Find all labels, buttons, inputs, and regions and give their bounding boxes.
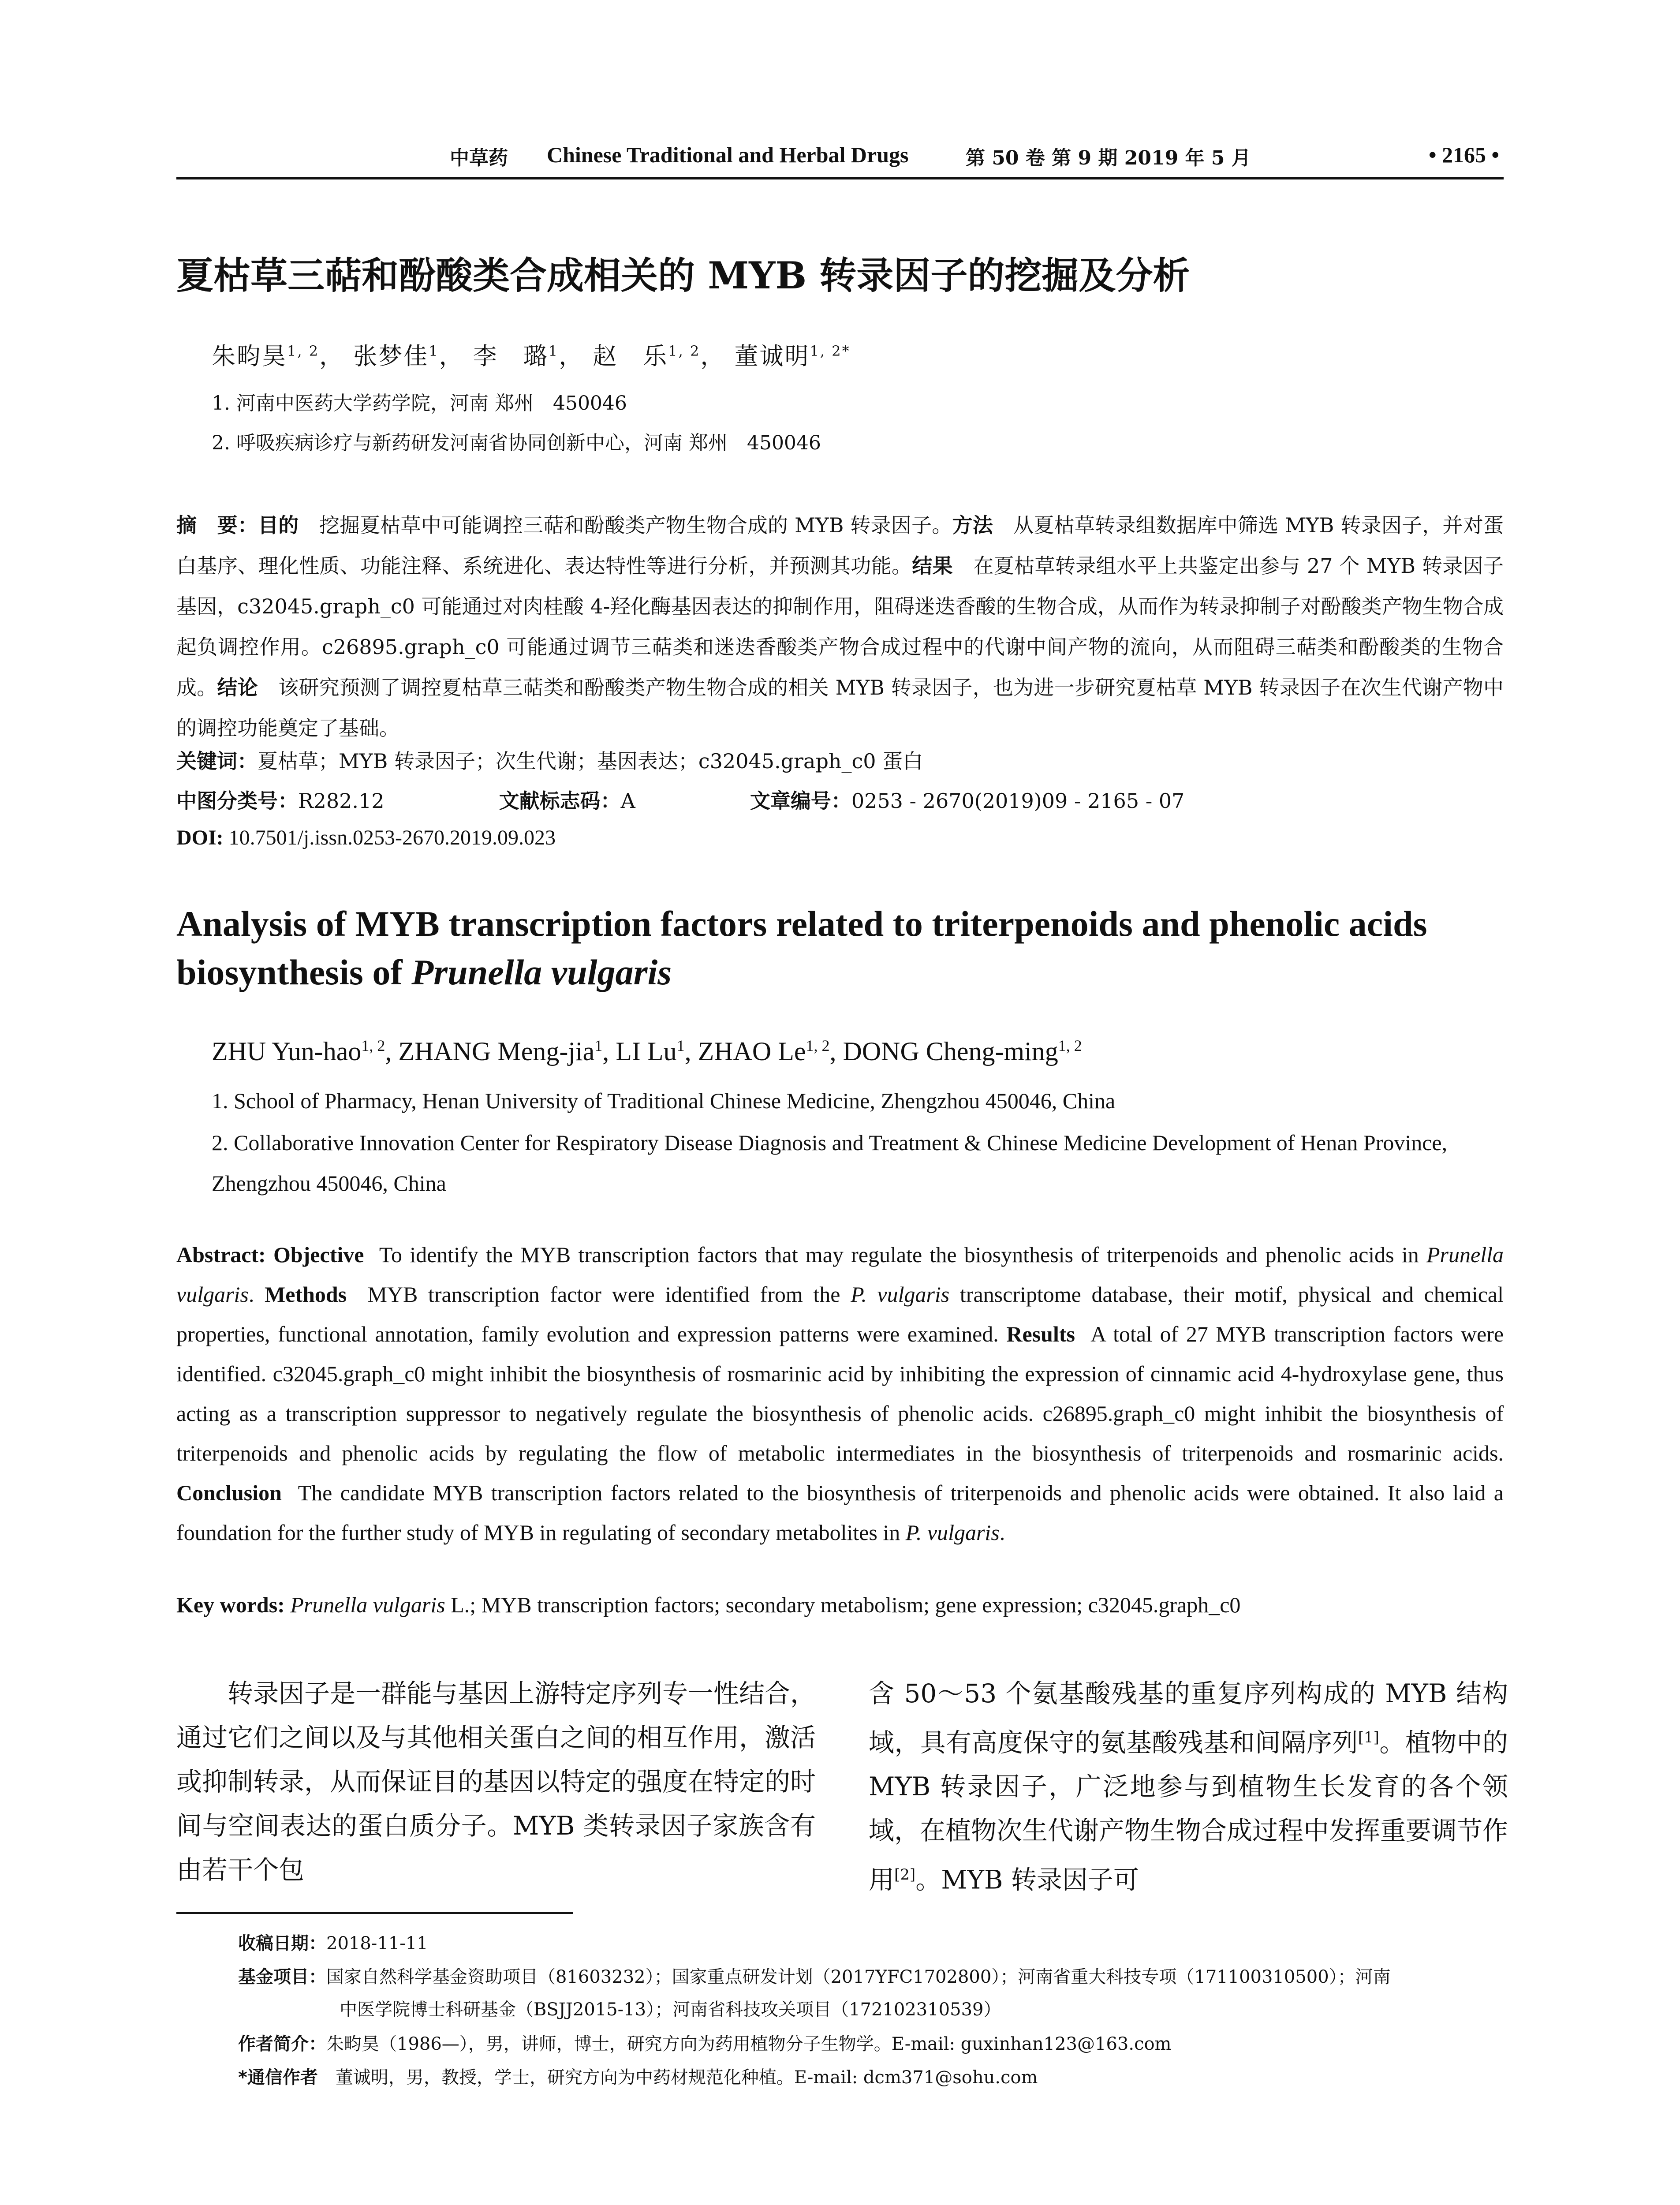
corresponding-bio: 董诚明，男，教授，学士，研究方向为中药材规范化种植。E-mail: dcm371@sohu.com: [317, 2067, 1038, 2088]
abstract-cn-methods: 从夏枯草转录组数据库中筛选 MYB 转录因子，并对蛋白基序、理化性质、功能注释、系统进化、表达特性等进行分析，并预测其功能。: [176, 513, 1504, 578]
body-column-right: [869, 1671, 1508, 1902]
author-cn-sup: 1: [429, 343, 439, 359]
affiliation-cn-1: 1. 河南中医药大学药学院，河南 郑州 450046: [212, 392, 627, 415]
abstract-cn-objective-label: 目的: [258, 513, 299, 537]
abstract-en-results: A total of 27 MYB transcription factors were identified. c32045.graph_c0 might inhibit the biosynthesis of rosmarinic acid by inhibiting the expression of cinnamic acid 4-hydroxylase gene, thus acting as a transcription suppressor to negatively regulate the biosynthesis of phenolic acids. c26895.graph_c0 might inhibit the biosynthesis of triterpenoids and phenolic acids by regulating the flow of metabolic intermediates in the biosynthesis of triterpenoids and rosmarinic acids.: [176, 1322, 1504, 1465]
keywords-en-species: Prunella vulgaris: [290, 1592, 445, 1617]
keywords-cn-text: 夏枯草；MYB 转录因子；次生代谢；基因表达；c32045.graph_c0 蛋白: [258, 749, 923, 773]
author-cn-sup: 1, 2*: [810, 343, 851, 359]
author-cn-name: 赵 乐: [593, 342, 668, 370]
abstract-en-conclusion: The candidate MYB transcription factors related to the biosynthesis of triterpenoids and phenolic acids were obtained. It also laid a foundation for the further study of MYB in regulating of secondary metabolites in: [176, 1480, 1504, 1545]
corresponding-label: *通信作者: [238, 2067, 318, 2088]
keywords-en: [176, 1592, 1504, 1618]
clc-value: R282.12: [298, 789, 385, 813]
received-date: 2018-11-11: [326, 1933, 428, 1954]
author-cn-name: 朱畇昊: [212, 342, 287, 370]
fund-text-cont: 中医学院博士科研基金（BSJJ2015-13）；河南省科技攻关项目（172102310539）: [340, 1999, 1001, 2020]
page-number: • 2165 •: [1428, 142, 1499, 167]
author-en-sup: 1, 2: [806, 1037, 830, 1054]
doi-label: DOI:: [176, 826, 224, 849]
author-en-sup: 1: [594, 1037, 603, 1054]
citation-ref[interactable]: [1]: [1358, 1729, 1379, 1746]
journal-name-cn: 中草药: [450, 147, 508, 169]
abstract-cn-objective: 挖掘夏枯草中可能调控三萜和酚酸类产物生物合成的 MYB 转录因子。: [319, 513, 952, 537]
doi-value: 10.7501/j.issn.0253-2670.2019.09.023: [228, 826, 556, 849]
author-cn-sup: 1: [548, 343, 559, 359]
abstract-en-species: P. vulgaris: [905, 1520, 1000, 1545]
affiliation-cn-2: 2. 呼吸疾病诊疗与新药研发河南省协同创新中心，河南 郑州 450046: [212, 432, 821, 454]
body-right-text: 。MYB 转录因子可: [915, 1865, 1139, 1895]
abstract-en-punct: .: [999, 1520, 1005, 1545]
doc-code-value: A: [620, 789, 635, 813]
footnote-rule: [176, 1912, 573, 1914]
abstract-en-methods-rest: transcriptome database, their motif, physical and chemical properties, functional annotation, family evolution and expression patterns were examined.: [176, 1282, 1504, 1346]
abstract-en-conclusion-label: Conclusion: [176, 1480, 282, 1505]
doi-line: [176, 826, 556, 850]
header-rule: [176, 177, 1504, 179]
abstract-en-methods-label: Methods: [265, 1282, 347, 1307]
abstract-en-species: P. vulgaris: [851, 1282, 950, 1307]
issue-info: 第 50 卷 第 9 期 2019 年 5 月: [966, 147, 1251, 169]
author-en-name: LI Lu: [616, 1037, 677, 1066]
abstract-en-objective: To identify the MYB transcription factors that may regulate the biosynthesis of triterpenoids and phenolic acids in: [379, 1242, 1427, 1267]
doc-code-label: 文献标志码：: [499, 789, 621, 813]
affiliation-en-2: 2. Collaborative Innovation Center for Respiratory Disease Diagnosis and Treatment & Chinese Medicine Development of Henan Province, Zhengzhou 450046, China: [212, 1130, 1448, 1196]
abstract-en-species: Prunella vulgaris: [176, 1242, 1504, 1307]
author-cn-name: 张梦佳: [353, 342, 429, 370]
abstract-en-label: Abstract:: [176, 1242, 273, 1267]
abstract-cn-label: 摘 要：: [176, 513, 258, 537]
author-en-sup: 1: [676, 1037, 685, 1054]
body-column-left: 转录因子是一群能与基因上游特定序列专一性结合，通过它们之间以及与其他相关蛋白之间的相互作用，激活或抑制转录，从而保证目的基因以特定的强度在特定的时间与空间表达的蛋白质分子。MYB 类转录因子家族含有由若干个包: [176, 1678, 816, 1885]
body-right-text: 。植物中的 MYB 转录因子，广泛地参与到植物生长发育的各个领域，在植物次生代谢产物生物合成过程中发挥重要调节作用: [869, 1727, 1508, 1895]
clc-label: 中图分类号：: [176, 789, 298, 813]
abstract-en-results-label: Results: [1006, 1322, 1075, 1346]
authors-cn: 朱畇昊$^{1, 2}$， 张梦佳$^1$， 李 璐$^1$， 赵 乐$^{1, 2}$， 董诚明$^{1, 2*}$: [212, 342, 851, 370]
author-cn-sup: 1, 2: [287, 343, 320, 359]
title-en-species: Prunella vulgaris: [411, 952, 672, 992]
title-en-text: Analysis of MYB transcription factors related to triterpenoids and phenolic acids biosynthesis of: [176, 904, 1427, 992]
footnote-corresponding: [238, 2061, 1038, 2094]
abstract-cn: [176, 505, 1504, 748]
abstract-cn-conclusion-label: 结论: [217, 676, 258, 699]
author-bio: 朱畇昊（1986—），男，讲师，博士，研究方向为药用植物分子生物学。E-mail: guxinhan123@163.com: [326, 2034, 1172, 2054]
keywords-en-text: L.; MYB transcription factors; secondary metabolism; gene expression; c32045.graph_c0: [445, 1592, 1241, 1617]
keywords-en-label: Key words:: [176, 1592, 291, 1617]
abstract-cn-methods-label: 方法: [952, 513, 993, 537]
article-no-value: 0253 - 2670(2019)09 - 2165 - 07: [851, 789, 1185, 813]
article-no-label: 文章编号：: [750, 789, 851, 813]
title-en: [176, 900, 1504, 997]
fund-text: 国家自然科学基金资助项目（81603232）；国家重点研发计划（2017YFC1702800）；河南省重大科技专项（171100310500）；河南: [326, 1967, 1391, 1987]
body-right-text: 含 50～53 个氨基酸残基的重复序列构成的 MYB 结构域，具有高度保守的氨基酸残基和间隔序列: [869, 1678, 1508, 1758]
author-en-name: DONG Cheng-ming: [843, 1037, 1058, 1066]
received-label: 收稿日期：: [238, 1933, 326, 1954]
abstract-en: [176, 1235, 1504, 1552]
abstract-en-punct: .: [248, 1282, 254, 1307]
author-en-name: ZHAO Le: [698, 1037, 806, 1066]
title-cn: 夏枯草三萜和酚酸类合成相关的 MYB 转录因子的挖掘及分析: [176, 254, 1190, 297]
author-en-name: ZHU Yun-hao: [212, 1037, 362, 1066]
footnote-received: [238, 1927, 428, 1960]
author-en-sup: 1, 2: [361, 1037, 385, 1054]
classification-line: [176, 785, 1184, 814]
affiliation-en-1: 1. School of Pharmacy, Henan University of Traditional Chinese Medicine, Zhengzhou 450046, China: [212, 1088, 1116, 1113]
citation-ref[interactable]: [2]: [894, 1866, 916, 1884]
author-cn-name: 董诚明: [734, 342, 810, 370]
abstract-en-methods: MYB transcription factor were identified from the: [367, 1282, 851, 1307]
keywords-cn-label: 关键词：: [176, 749, 258, 773]
journal-name-en: Chinese Traditional and Herbal Drugs: [547, 142, 909, 167]
author-cn-sup: 1, 2: [668, 343, 701, 359]
author-cn-name: 李 璐: [473, 342, 549, 370]
fund-label: 基金项目：: [238, 1967, 326, 1987]
author-en-name: ZHANG Meng-jia: [398, 1037, 595, 1066]
footnote-fund: [238, 1961, 1504, 2026]
author-bio-label: 作者简介：: [238, 2034, 326, 2054]
abstract-cn-results-label: 结果: [912, 554, 953, 578]
authors-en: ZHU Yun-hao$^{1, 2}$, ZHANG Meng-jia$^1$, LI Lu$^1$, ZHAO Le$^{1, 2}$, DONG Cheng-ming$^{1, 2}$: [212, 1037, 1082, 1066]
abstract-cn-conclusion: 该研究预测了调控夏枯草三萜类和酚酸类产物生物合成的相关 MYB 转录因子，也为进一步研究夏枯草 MYB 转录因子在次生代谢产物中的调控功能奠定了基础。: [176, 676, 1504, 740]
keywords-cn: [176, 745, 923, 774]
abstract-cn-results: 在夏枯草转录组水平上共鉴定出参与 27 个 MYB 转录因子基因，c32045.graph_c0 可能通过对肉桂酸 4-羟化酶基因表达的抑制作用，阻碍迷迭香酸的生物合成，从而作为转录抑制子对酚酸类产物生物合成起负调控作用。c26895.graph_c0 可能通过调节三萜类和迷迭香酸类产物合成过程中的代谢中间产物的流向，从而阻碍三萜类和酚酸类的生物合成。: [176, 554, 1504, 699]
author-en-sup: 1, 2: [1058, 1037, 1082, 1054]
footnote-author: [238, 2028, 1171, 2060]
abstract-en-objective-label: Objective: [273, 1242, 364, 1267]
